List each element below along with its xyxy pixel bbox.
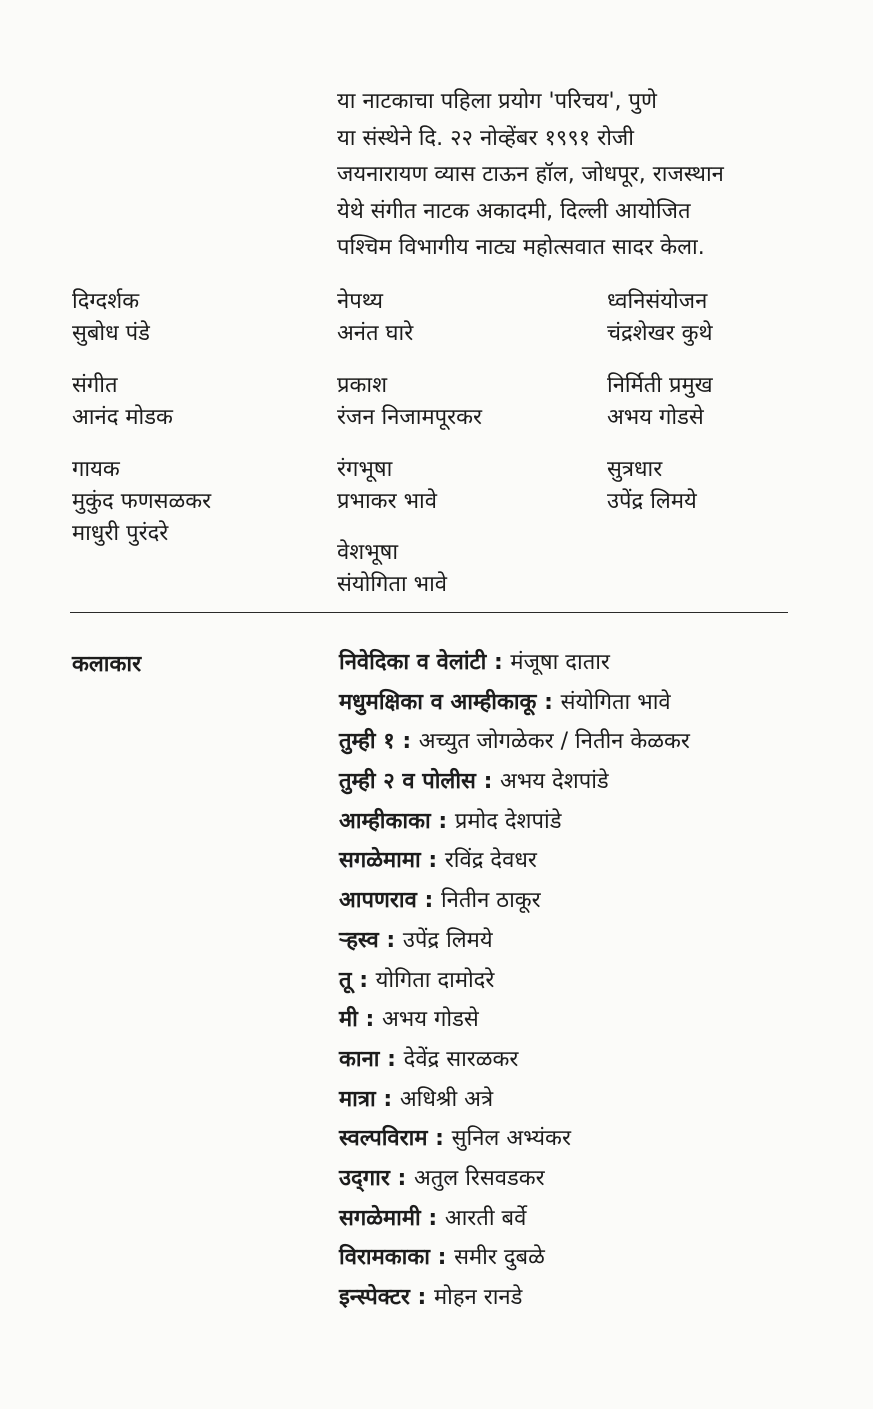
cast-role: ऱ्हस्व (339, 927, 379, 953)
crew-title: सुत्रधार (607, 457, 663, 482)
cast-actor: अभय देशपांडे (500, 769, 609, 795)
crew-title: निर्मिती प्रमुख (607, 373, 713, 398)
crew-title: प्रकाश (337, 373, 388, 398)
cast-separator: : (394, 729, 419, 755)
cast-list (339, 647, 839, 1322)
cast-separator: : (427, 1126, 452, 1152)
cast-row (339, 965, 839, 1005)
cast-actor: मंजूषा दातार (510, 650, 610, 675)
crew-entry-sound (607, 286, 713, 350)
cast-row (339, 1123, 839, 1163)
cast-separator: : (416, 888, 441, 914)
cast-heading: कलाकार (72, 652, 142, 677)
crew-title: नेपथ्य (337, 289, 383, 314)
cast-role: उद्‌गार (339, 1165, 390, 1191)
cast-actor: योगिता दामोदरे (375, 967, 495, 993)
crew-title: गायक (72, 457, 120, 482)
cast-separator: : (486, 650, 511, 675)
cast-row (339, 1203, 839, 1243)
cast-actor: अधिश्री अत्रे (399, 1086, 494, 1112)
cast-actor: प्रमोद देशपांडे (454, 808, 562, 834)
crew-entry-singers (72, 454, 211, 550)
cast-row (339, 766, 839, 806)
cast-row (339, 1044, 839, 1084)
cast-separator: : (351, 967, 376, 993)
crew-title: ध्वनिसंयोजन (607, 289, 708, 314)
cast-row (339, 1084, 839, 1124)
crew-name: रंजन निजामपूरकर (337, 405, 482, 430)
crew-name: मुकुंद फणसळकर (72, 489, 212, 514)
cast-separator: : (430, 808, 455, 834)
cast-separator: : (378, 927, 403, 953)
crew-name: उपेंद्र लिमये (607, 489, 697, 514)
cast-separator: : (379, 1046, 404, 1072)
cast-separator: : (375, 1086, 400, 1112)
cast-actor: उपेंद्र लिमये (402, 927, 493, 953)
crew-name: आनंद मोडक (72, 405, 173, 430)
cast-row (339, 845, 839, 885)
crew-name: अनंत घारे (337, 321, 414, 346)
cast-role: मी (339, 1007, 358, 1033)
crew-entry-music (72, 370, 173, 434)
cast-role: मधुमक्षिका व आम्हीकाकू (339, 689, 537, 715)
cast-row (339, 1004, 839, 1044)
crew-entry-narrator (607, 454, 697, 518)
crew-entry-costume (337, 537, 447, 601)
cast-role: सगळेमामी (339, 1205, 421, 1231)
cast-actor: संयोगिता भावे (560, 689, 671, 715)
crew-entry-set (337, 286, 413, 350)
cast-role: आपणराव (339, 888, 417, 914)
cast-actor: अतुल रिसवडकर (413, 1165, 545, 1191)
crew-title: वेशभूषा (337, 540, 399, 565)
crew-name: चंद्रशेखर कुथे (607, 321, 713, 346)
cast-separator: : (420, 848, 445, 874)
cast-separator: : (420, 1205, 445, 1231)
cast-actor: देवेंद्र सारळकर (403, 1046, 519, 1072)
cast-row (339, 885, 839, 925)
cast-actor: अच्युत जोगळेकर / नितीन केळकर (418, 729, 690, 755)
cast-role: निवेदिका व वेलांटी (339, 650, 487, 675)
crew-name: संयोगिता भावे (337, 572, 448, 597)
cast-actor: समीर दुबळे (454, 1245, 545, 1271)
cast-separator: : (409, 1285, 434, 1310)
cast-role: मात्रा (339, 1086, 376, 1112)
crew-entry-production-head (607, 370, 713, 434)
intro-line: या संस्थेने दि. २२ नोव्हेंबर १९९१ रोजी (337, 125, 634, 151)
cast-actor: सुनिल अभ्यंकर (451, 1126, 571, 1152)
crew-entry-lighting (337, 370, 482, 434)
cast-row (339, 726, 839, 766)
cast-row (339, 1282, 839, 1322)
intro-paragraph (337, 84, 807, 267)
crew-title: दिग्दर्शक (72, 289, 140, 314)
cast-role: काना (339, 1046, 380, 1072)
intro-line: येथे संगीत नाटक अकादमी, दिल्ली आयोजित (337, 198, 691, 224)
cast-actor: मोहन रानडे (433, 1285, 523, 1310)
crew-name: प्रभाकर भावे (337, 489, 437, 514)
cast-separator: : (389, 1165, 414, 1191)
crew-entry-makeup (337, 454, 437, 518)
cast-actor: आरती बर्वे (444, 1205, 527, 1231)
cast-separator: : (475, 769, 501, 795)
cast-role: तुम्ही २ व पोलीस (339, 769, 476, 795)
cast-role: तुम्ही १ (339, 729, 395, 755)
cast-actor: नितीन ठाकूर (440, 888, 541, 914)
cast-row (339, 806, 839, 846)
cast-role: स्वल्पविराम (339, 1126, 428, 1152)
crew-title: संगीत (72, 373, 118, 398)
crew-title: रंगभूषा (337, 457, 393, 482)
crew-entry-director (72, 286, 150, 350)
intro-line: जयनारायण व्यास टाऊन हॉल, जोधपूर, राजस्थान (337, 162, 724, 187)
cast-separator: : (429, 1245, 455, 1271)
intro-line: पश्चिम विभागीय नाट्य महोत्सवात सादर केला. (337, 235, 705, 260)
cast-row (339, 925, 839, 965)
cast-row (339, 1242, 839, 1282)
cast-row (339, 647, 839, 687)
crew-name: अभय गोडसे (607, 405, 704, 430)
cast-role: आम्हीकाका (339, 808, 431, 834)
cast-separator: : (357, 1007, 382, 1033)
cast-role: विरामकाका (339, 1245, 430, 1271)
cast-actor: अभय गोडसे (381, 1007, 479, 1033)
crew-name: माधुरी पुरंदरे (72, 521, 169, 546)
cast-row (339, 687, 839, 727)
intro-line: या नाटकाचा पहिला प्रयोग 'परिचय', पुणे (337, 89, 657, 114)
cast-role: सगळेमामा (339, 848, 421, 874)
cast-actor: रविंद्र देवधर (444, 848, 537, 874)
cast-row (339, 1163, 839, 1203)
cast-separator: : (536, 689, 561, 715)
crew-name: सुबोध पंडे (72, 321, 150, 346)
cast-role: तू (339, 967, 352, 993)
section-divider (70, 612, 788, 613)
cast-role: इन्स्पेक्टर (339, 1285, 410, 1310)
